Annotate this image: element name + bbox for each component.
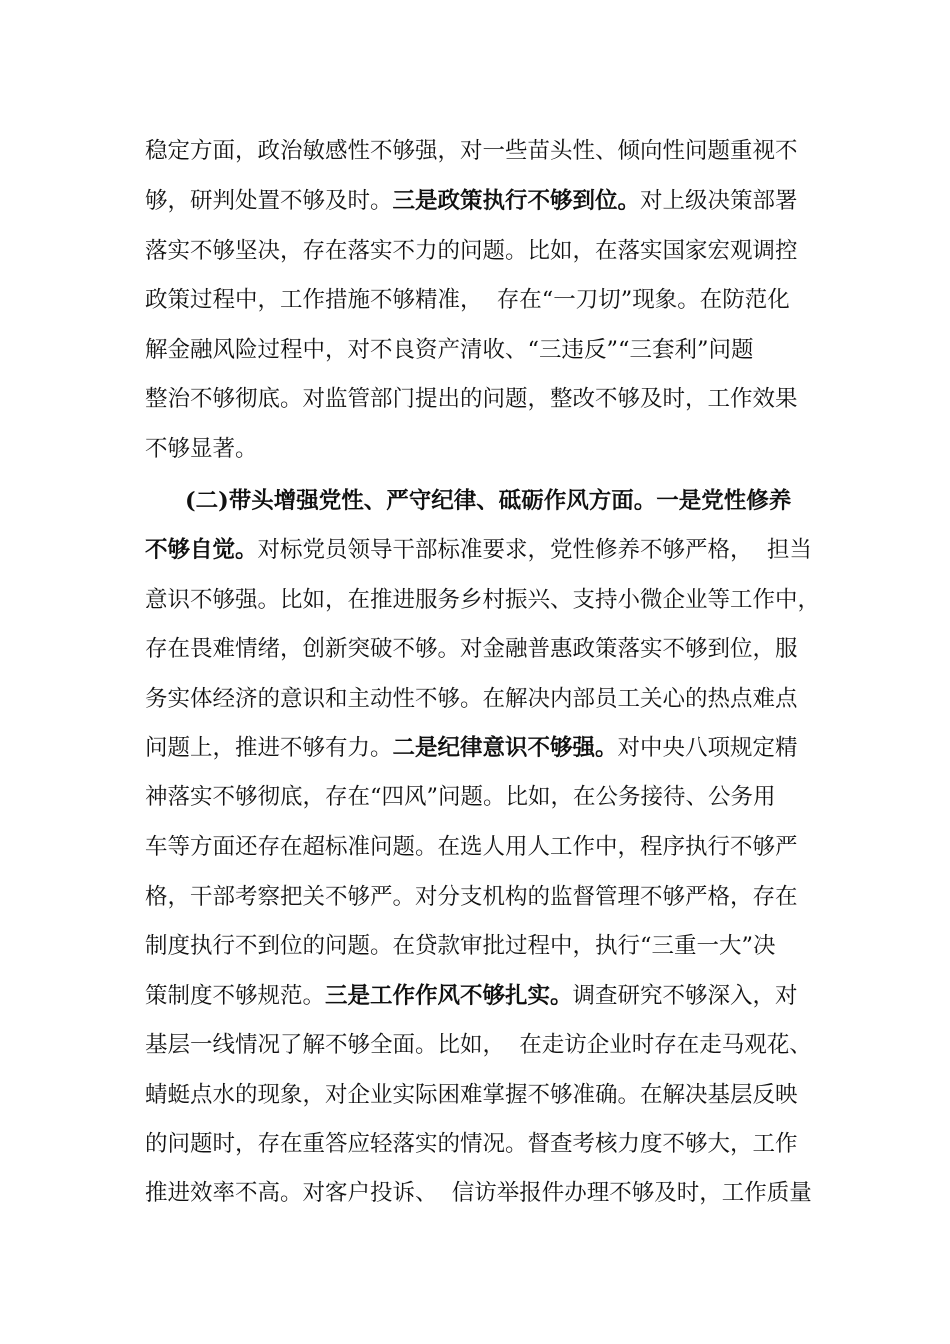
text-run: 基层一线情况了解不够全面。比如， 在走访企业时存在走马观花、 [145,1032,812,1058]
text-line [145,772,776,822]
text-line [145,575,820,625]
bold-heading-run: 三是政策执行不够到位。 [392,188,641,214]
text-line [145,971,798,1021]
text-line [145,822,798,872]
bold-heading-run: 三是工作作风不够扎实。 [325,983,573,1009]
text-line [145,674,798,724]
text-line [145,1168,812,1218]
text-run: 对上级决策部署 [640,188,798,214]
text-line [145,424,258,474]
bold-heading-run: 不够自觉。 [145,537,258,563]
text-run: 意识不够强。比如，在推进服务乡村振兴、支持小微企业等工作中， [145,587,821,613]
text-line [145,921,776,971]
text-line [145,525,812,575]
text-run: 不够显著。 [145,436,258,462]
text-run: 政策过程中，工作措施不够精准， 存在“一刀切”现象。在防范化 [145,287,790,313]
text-run: 蜻蜓点水的现象，对企业实际困难掌握不够准确。在解决基层反映 [145,1082,798,1108]
text-line [145,176,798,226]
text-run: 整治不够彻底。对监管部门提出的问题，整改不够及时，工作效果 [145,386,798,412]
text-run: 落实不够坚决，存在落实不力的问题。比如，在落实国家宏观调控 [145,238,798,264]
text-run: 策制度不够规范。 [145,983,326,1009]
text-run: 稳定方面，政治敏感性不够强，对一些苗头性、倾向性问题重视不 [145,138,798,164]
text-line [145,1119,798,1169]
text-line [145,723,798,773]
section-heading: (二)带头增强党性、严守纪律、砥砺作风方面。一是党性修养 [185,488,792,514]
text-line [145,1070,798,1120]
text-run: 推进效率不高。对客户投诉、 信访举报件办理不够及时，工作质量 [145,1180,812,1206]
text-line [145,374,798,424]
text-run: 调查研究不够深入，对 [572,983,798,1009]
text-line [145,275,790,325]
text-run: 对标党员领导干部标准要求，党性修养不够严格， 担当 [257,537,812,563]
bold-heading-run: 二是纪律意识不够强。 [392,735,618,761]
text-run: 问题上，推进不够有力。 [145,735,393,761]
text-line [145,126,798,176]
text-run: 存在畏难情绪，创新突破不够。对金融普惠政策落实不够到位，服 [145,636,798,662]
text-line [145,325,754,375]
text-run: 神落实不够彻底，存在“四风”问题。比如，在公务接待、公务用 [145,784,776,810]
section-heading-line [185,476,791,526]
text-run: 车等方面还存在超标准问题。在选人用人工作中，程序执行不够严 [145,834,798,860]
text-line [145,226,798,276]
text-run: 对中央八项规定精 [617,735,798,761]
text-line [145,1020,812,1070]
text-line [145,872,798,922]
text-run: 解金融风险过程中，对不良资产清收、“三违反”“三套利”问题 [145,337,754,363]
text-run: 够，研判处置不够及时。 [145,188,393,214]
text-run: 制度执行不到位的问题。在贷款审批过程中，执行“三重一大”决 [145,933,776,959]
text-run: 格，干部考察把关不够严。对分支机构的监督管理不够严格，存在 [145,884,798,910]
text-line [145,624,798,674]
text-run: 的问题时，存在重答应轻落实的情况。督查考核力度不够大，工作 [145,1131,798,1157]
text-run: 务实体经济的意识和主动性不够。在解决内部员工关心的热点难点 [145,686,798,712]
